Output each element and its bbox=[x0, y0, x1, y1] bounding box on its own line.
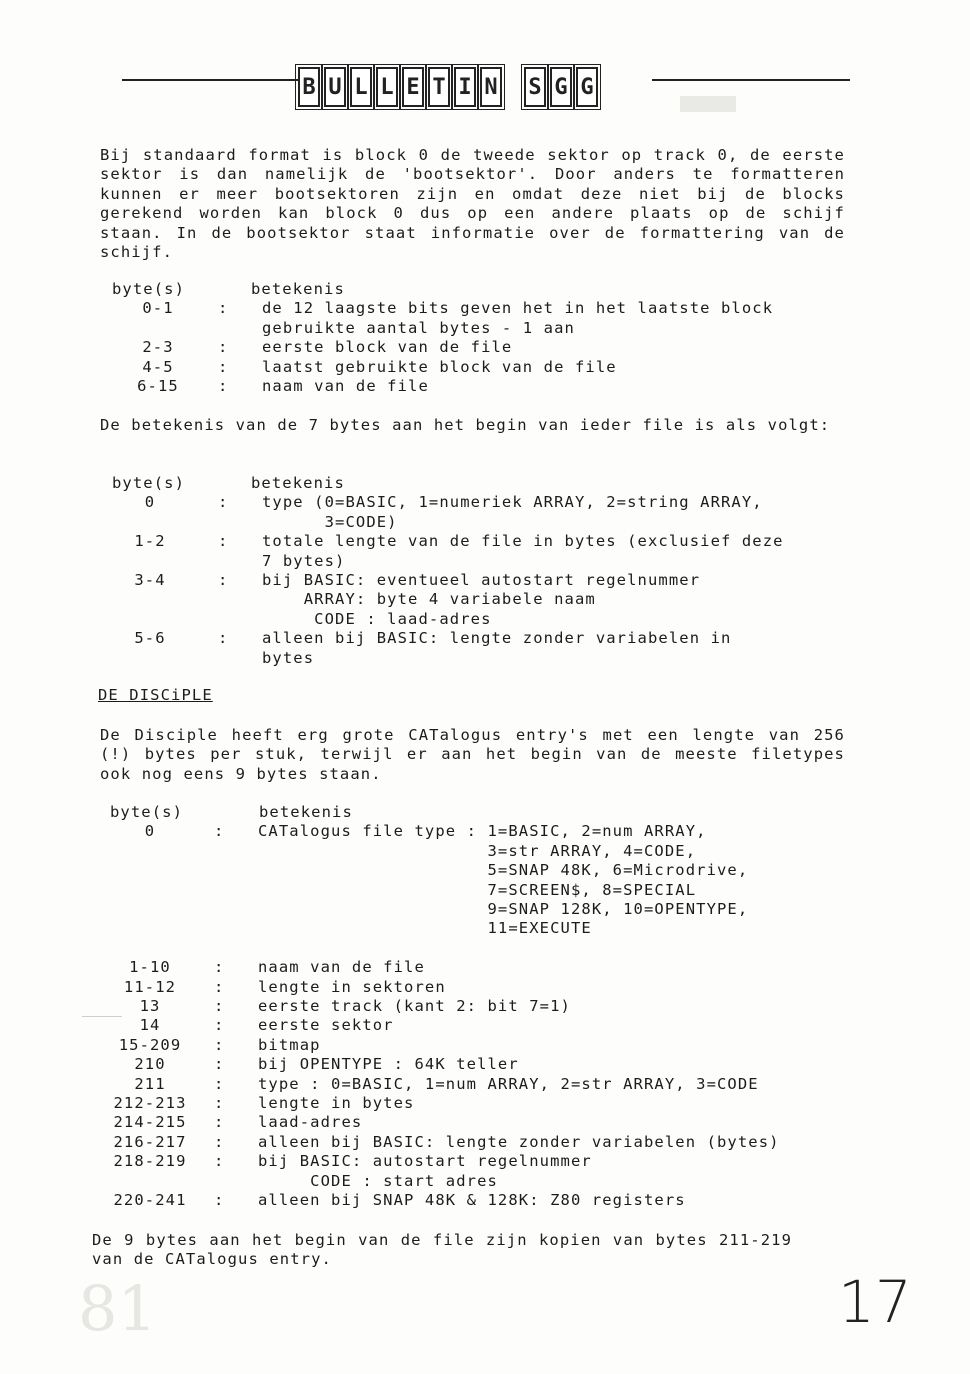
separator-colon: : bbox=[214, 1094, 225, 1112]
meaning-text: ARRAY: byte 4 variabele naam bbox=[262, 590, 596, 609]
meaning-text: CATalogus file type : 1=BASIC, 2=num ARRAY, bbox=[258, 822, 707, 841]
banner-letter: T bbox=[428, 67, 450, 107]
separator-colon: : bbox=[214, 822, 225, 841]
meaning-text: de 12 laagste bits geven het in het laatste block bbox=[262, 299, 774, 318]
separator-colon: : bbox=[214, 1191, 225, 1209]
byte-range: 211 bbox=[134, 1074, 166, 1093]
byte-range: 0 bbox=[144, 493, 156, 512]
banner-letter: G bbox=[550, 67, 572, 107]
byte-range: 6-15 bbox=[137, 377, 179, 395]
separator-colon: : bbox=[218, 493, 229, 512]
bleed-through-shadow bbox=[680, 96, 736, 112]
meaning-text: 3=CODE) bbox=[262, 512, 398, 531]
banner-letter: N bbox=[480, 67, 502, 107]
meaning-text: 7 bytes) bbox=[262, 551, 346, 570]
meaning-text: CODE : start adres bbox=[258, 1171, 498, 1190]
separator-colon: : bbox=[214, 1074, 225, 1093]
banner-letter: B bbox=[298, 67, 320, 107]
meaning-text: alleen bij SNAP 48K & 128K: Z80 registers bbox=[258, 1191, 686, 1209]
banner-letter: E bbox=[402, 67, 424, 107]
byte-range: 11-12 bbox=[123, 977, 177, 996]
byte-range: 3-4 bbox=[134, 571, 166, 589]
banner-gap bbox=[506, 64, 520, 106]
meaning-text: lengte in bytes bbox=[258, 1094, 415, 1112]
separator-colon: : bbox=[214, 997, 225, 1015]
byte-range: 4-5 bbox=[142, 357, 174, 376]
column-header-bytes: byte(s) bbox=[112, 474, 186, 492]
separator-colon: : bbox=[214, 977, 225, 996]
separator-colon: : bbox=[214, 1152, 225, 1171]
meaning-text: naam van de file bbox=[262, 377, 429, 395]
byte-range: 218-219 bbox=[113, 1152, 187, 1171]
section-title: DE DISCiPLE bbox=[98, 686, 213, 704]
column-header-bytes: byte(s) bbox=[112, 280, 186, 298]
seven-bytes-paragraph: De betekenis van de 7 bytes aan het begin van ieder file is als volgt: bbox=[100, 416, 831, 434]
meaning-text: naam van de file bbox=[258, 958, 425, 977]
separator-colon: : bbox=[214, 1055, 225, 1074]
banner-letter: L bbox=[350, 67, 372, 107]
separator-colon: : bbox=[214, 1016, 225, 1035]
header-rule-right bbox=[652, 79, 850, 81]
byte-range: 220-241 bbox=[113, 1191, 187, 1209]
meaning-text: CODE : laad-adres bbox=[262, 609, 492, 628]
meaning-text: 3=str ARRAY, 4=CODE, bbox=[258, 841, 697, 860]
separator-colon: : bbox=[218, 299, 229, 318]
byte-range: 0-1 bbox=[142, 299, 174, 318]
meaning-text: type (0=BASIC, 1=numeriek ARRAY, 2=string ARRAY, bbox=[262, 493, 763, 512]
byte-range: 14 bbox=[139, 1016, 161, 1035]
meaning-text: totale lengte van de file in bytes (exclusief deze bbox=[262, 532, 784, 551]
banner-letter: L bbox=[376, 67, 398, 107]
separator-colon: : bbox=[218, 532, 229, 551]
meaning-text: eerste sektor bbox=[258, 1016, 394, 1035]
byte-range: 5-6 bbox=[134, 629, 166, 648]
separator-colon: : bbox=[214, 958, 225, 977]
meaning-text: 11=EXECUTE bbox=[258, 919, 592, 938]
byte-range: 13 bbox=[139, 997, 161, 1015]
separator-colon: : bbox=[218, 357, 229, 376]
meaning-text: eerste track (kant 2: bit 7=1) bbox=[258, 997, 571, 1015]
banner-letter: I bbox=[454, 67, 476, 107]
meaning-text: gebruikte aantal bytes - 1 aan bbox=[262, 318, 575, 337]
banner-letter: S bbox=[524, 67, 546, 107]
byte-range: 15-209 bbox=[118, 1035, 182, 1054]
separator-colon: : bbox=[214, 1035, 225, 1054]
banner-letter: U bbox=[324, 67, 346, 107]
table-header bbox=[112, 280, 345, 299]
separator-colon: : bbox=[214, 1132, 225, 1151]
meaning-text: type : 0=BASIC, 1=num ARRAY, 2=str ARRAY, 3=CODE bbox=[258, 1074, 759, 1093]
byte-range: 214-215 bbox=[113, 1113, 187, 1132]
separator-colon: : bbox=[218, 571, 229, 589]
byte-range: 1-2 bbox=[134, 532, 166, 551]
disciple-paragraph: De Disciple heeft erg grote CATalogus entry's met een lengte van 256 (!) bytes per stuk, terwijl er aan het begin van de meeste filetypes ook nog eens 9 bytes staan. bbox=[100, 726, 845, 783]
bleed-through-page-number: 81 bbox=[78, 1272, 157, 1345]
separator-colon: : bbox=[218, 377, 229, 395]
meaning-text: bij OPENTYPE : 64K teller bbox=[258, 1055, 519, 1074]
header-rule-left bbox=[122, 79, 300, 81]
meaning-text: laad-adres bbox=[258, 1113, 363, 1132]
meaning-text: lengte in sektoren bbox=[258, 977, 446, 996]
bulletin-sgg-banner bbox=[298, 64, 598, 106]
intro-paragraph: Bij standaard format is block 0 de tweede sektor op track 0, de eerste sektor is dan namelijk de 'bootsektor'. Door anders te formatteren kunnen er meer bootsektoren zijn en omdat deze niet bij de blocks gerekend worden kan block 0 dus op een andere plaats op de schijf staan. In de bootsektor staat informatie over de formattering van de schijf. bbox=[100, 146, 845, 262]
column-header-meaning: betekenis bbox=[259, 803, 353, 821]
meaning-text: laatst gebruikte block van de file bbox=[262, 357, 617, 376]
meaning-text: 7=SCREEN$, 8=SPECIAL bbox=[258, 880, 697, 899]
meaning-text: bytes bbox=[262, 648, 315, 667]
column-header-bytes: byte(s) bbox=[110, 803, 184, 821]
meaning-text: 5=SNAP 48K, 6=Microdrive, bbox=[258, 861, 749, 880]
meaning-text: alleen bij BASIC: lengte zonder variabelen (bytes) bbox=[258, 1132, 780, 1151]
meaning-text: eerste block van de file bbox=[262, 338, 513, 357]
meaning-text: alleen bij BASIC: lengte zonder variabelen in bbox=[262, 629, 732, 648]
separator-colon: : bbox=[214, 1113, 225, 1132]
byte-range: 2-3 bbox=[142, 338, 174, 357]
meaning-text: bij BASIC: eventueel autostart regelnummer bbox=[262, 571, 701, 589]
closing-paragraph: De 9 bytes aan het begin van de file zijn kopien van bytes 211-219 van de CATalogus entry. bbox=[92, 1231, 792, 1269]
table-header bbox=[110, 803, 353, 822]
byte-range: 212-213 bbox=[113, 1094, 187, 1112]
table-header bbox=[112, 474, 345, 493]
separator-colon: : bbox=[218, 629, 229, 648]
page-number: 17 bbox=[838, 1268, 912, 1336]
column-header-meaning: betekenis bbox=[251, 474, 345, 492]
byte-range: 1-10 bbox=[129, 958, 171, 977]
byte-range: 210 bbox=[134, 1055, 166, 1074]
meaning-text: bij BASIC: autostart regelnummer bbox=[258, 1152, 592, 1171]
column-header-meaning: betekenis bbox=[251, 280, 345, 298]
byte-range: 0 bbox=[144, 822, 156, 841]
meaning-text: bitmap bbox=[258, 1035, 321, 1054]
banner-letter: G bbox=[576, 67, 598, 107]
meaning-text: 9=SNAP 128K, 10=OPENTYPE, bbox=[258, 900, 749, 918]
byte-range: 216-217 bbox=[113, 1132, 187, 1151]
separator-colon: : bbox=[218, 338, 229, 357]
